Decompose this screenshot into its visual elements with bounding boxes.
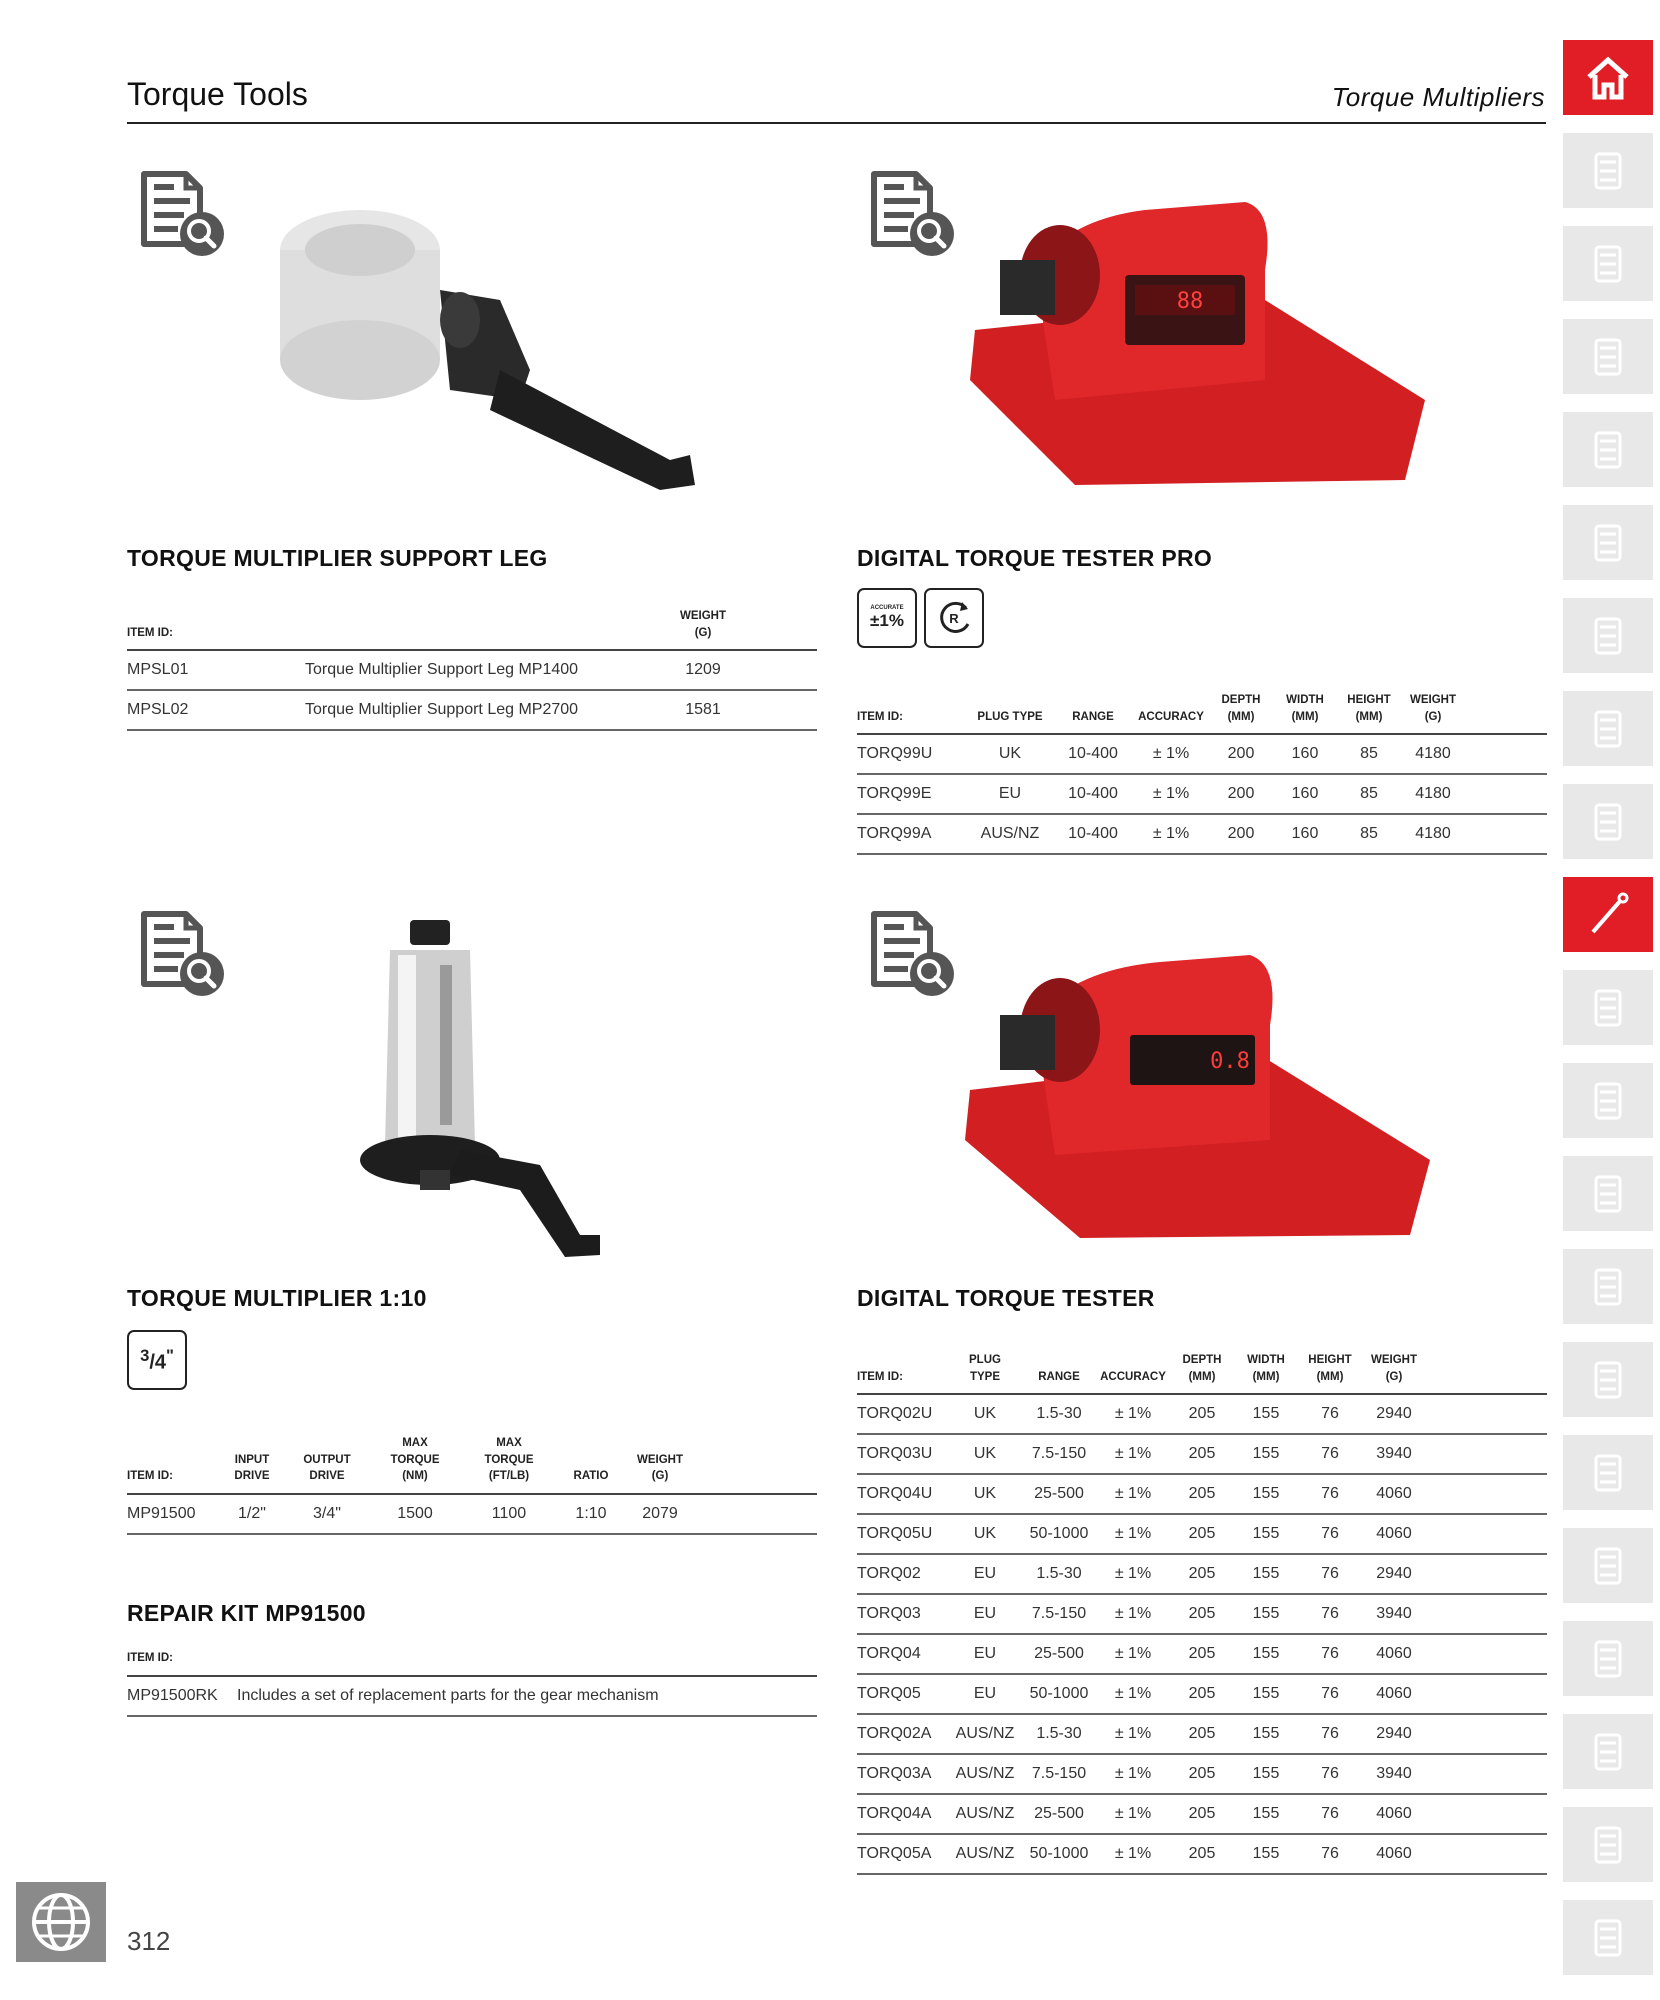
table-row bbox=[857, 1834, 1547, 1874]
sidebar-item-module-tray[interactable] bbox=[1563, 412, 1653, 487]
col-ratio: RATIO bbox=[565, 1435, 617, 1494]
table-cell: ± 1% bbox=[1093, 1514, 1173, 1554]
col-height: HEIGHT (MM) bbox=[1339, 692, 1399, 734]
table-cell: 76 bbox=[1301, 1794, 1359, 1834]
table-row bbox=[127, 1494, 817, 1534]
table-cell: 76 bbox=[1301, 1474, 1359, 1514]
col-item-id: ITEM ID: bbox=[127, 1435, 227, 1494]
col-item-id: ITEM ID: bbox=[127, 608, 305, 650]
product-title-support-leg: TORQUE MULTIPLIER SUPPORT LEG bbox=[127, 545, 548, 571]
table-cell: 155 bbox=[1231, 1394, 1301, 1434]
item-id: TORQ02A bbox=[857, 1714, 945, 1754]
item-id: TORQ99E bbox=[857, 774, 965, 814]
wrench-icon bbox=[1583, 983, 1633, 1033]
knife-icon bbox=[1583, 1541, 1633, 1591]
table-cell: 205 bbox=[1173, 1594, 1231, 1634]
table-cell: ± 1% bbox=[1093, 1794, 1173, 1834]
item-id: TORQ05A bbox=[857, 1834, 945, 1874]
col-plug-type: PLUG TYPE bbox=[965, 692, 1055, 734]
col-weight: WEIGHT (G) bbox=[1359, 1352, 1429, 1394]
table-cell: 155 bbox=[1231, 1434, 1301, 1474]
table-cell: 205 bbox=[1173, 1674, 1231, 1714]
table-cell: 76 bbox=[1301, 1594, 1359, 1634]
col-item-id: ITEM ID: bbox=[127, 1650, 237, 1676]
item-id: MPSL02 bbox=[127, 690, 305, 730]
table-row bbox=[857, 1474, 1547, 1514]
table-row bbox=[857, 1674, 1547, 1714]
electrical-warning-icon bbox=[1583, 1448, 1633, 1498]
sidebar-item-tool-tray[interactable] bbox=[1563, 226, 1653, 301]
table-cell: 76 bbox=[1301, 1394, 1359, 1434]
sidebar-item-knife[interactable] bbox=[1563, 1528, 1653, 1603]
product-title-multiplier: TORQUE MULTIPLIER 1:10 bbox=[127, 1285, 427, 1311]
table-cell: 160 bbox=[1271, 814, 1339, 854]
table-cell: UK bbox=[945, 1434, 1025, 1474]
reverse-rotation-icon bbox=[932, 596, 976, 640]
table-cell: 76 bbox=[1301, 1674, 1359, 1714]
tester-table bbox=[857, 1352, 1547, 1875]
col-depth: DEPTH (MM) bbox=[1173, 1352, 1231, 1394]
support-leg-table bbox=[127, 608, 817, 731]
col-plug-type: PLUG TYPE bbox=[945, 1352, 1025, 1394]
sidebar-item-measuring-tape[interactable] bbox=[1563, 1621, 1653, 1696]
table-cell: ± 1% bbox=[1093, 1754, 1173, 1794]
item-id: TORQ03U bbox=[857, 1434, 945, 1474]
table-cell: 85 bbox=[1339, 734, 1399, 774]
table-cell: 4060 bbox=[1359, 1634, 1429, 1674]
col-accuracy: ACCURACY bbox=[1131, 692, 1211, 734]
col-width: WIDTH (MM) bbox=[1231, 1352, 1301, 1394]
table-cell: EU bbox=[945, 1674, 1025, 1714]
tool-tray-icon bbox=[1583, 239, 1633, 289]
home-icon bbox=[1583, 53, 1633, 103]
product-title-tester-pro: DIGITAL TORQUE TESTER PRO bbox=[857, 545, 1213, 571]
item-description: Torque Multiplier Support Leg MP1400 bbox=[305, 650, 665, 690]
screwdriver-icon bbox=[1583, 1076, 1633, 1126]
table-cell: AUS/NZ bbox=[945, 1834, 1025, 1874]
svg-text:88: 88 bbox=[1176, 289, 1204, 314]
col-range: RANGE bbox=[1025, 1352, 1093, 1394]
table-row bbox=[127, 650, 817, 690]
page-number: 312 bbox=[127, 1926, 171, 1956]
item-id: TORQ04 bbox=[857, 1634, 945, 1674]
table-cell: 205 bbox=[1173, 1754, 1231, 1794]
drive-size-numerator: 3 bbox=[140, 1345, 150, 1365]
sidebar-item-pliers[interactable] bbox=[1563, 1342, 1653, 1417]
torque-wrench-icon bbox=[1583, 890, 1633, 940]
col-weight: WEIGHT (G) bbox=[617, 1435, 703, 1494]
table-cell: 155 bbox=[1231, 1754, 1301, 1794]
col-accuracy: ACCURACY bbox=[1093, 1352, 1173, 1394]
torque-multiplier-image bbox=[340, 905, 610, 1265]
col-max-torque-ftlb: MAX TORQUE (FT/LB) bbox=[453, 1435, 565, 1494]
sidebar-item-tool-cabinet[interactable] bbox=[1563, 133, 1653, 208]
table-row bbox=[857, 1754, 1547, 1794]
table-cell: 205 bbox=[1173, 1554, 1231, 1594]
table-cell: 76 bbox=[1301, 1554, 1359, 1594]
table-cell: 50-1000 bbox=[1025, 1514, 1093, 1554]
drive-size-inch-mark: " bbox=[166, 1345, 174, 1365]
sidebar-item-torque-wrench[interactable] bbox=[1563, 877, 1653, 952]
item-id: TORQ05 bbox=[857, 1674, 945, 1714]
table-cell: 155 bbox=[1231, 1594, 1301, 1634]
item-id: TORQ04A bbox=[857, 1794, 945, 1834]
table-cell: AUS/NZ bbox=[965, 814, 1055, 854]
datasheet-icon[interactable] bbox=[866, 168, 956, 258]
col-width: WIDTH (MM) bbox=[1271, 692, 1339, 734]
module-tray-icon bbox=[1583, 425, 1633, 475]
table-cell: 155 bbox=[1231, 1474, 1301, 1514]
spanner-set-icon bbox=[1583, 518, 1633, 568]
sidebar-item-multitool[interactable] bbox=[1563, 1249, 1653, 1324]
col-input-drive: INPUT DRIVE bbox=[227, 1435, 277, 1494]
product-title-tester: DIGITAL TORQUE TESTER bbox=[857, 1285, 1155, 1311]
table-cell: UK bbox=[945, 1394, 1025, 1434]
table-cell: 7.5-150 bbox=[1025, 1434, 1093, 1474]
table-cell: 3940 bbox=[1359, 1754, 1429, 1794]
col-item-id: ITEM ID: bbox=[857, 1352, 945, 1394]
sidebar-item-workbench[interactable] bbox=[1563, 598, 1653, 673]
drive-size-badge: $^3$/4" bbox=[127, 1330, 187, 1390]
table-cell: 205 bbox=[1173, 1514, 1231, 1554]
table-cell: 76 bbox=[1301, 1514, 1359, 1554]
table-cell: UK bbox=[945, 1474, 1025, 1514]
table-cell: 1.5-30 bbox=[1025, 1554, 1093, 1594]
table-cell: AUS/NZ bbox=[945, 1714, 1025, 1754]
table-cell: 155 bbox=[1231, 1554, 1301, 1594]
sidebar-item-wrench[interactable] bbox=[1563, 970, 1653, 1045]
table-cell: 4060 bbox=[1359, 1674, 1429, 1714]
table-cell: 205 bbox=[1173, 1834, 1231, 1874]
table-cell: 10-400 bbox=[1055, 734, 1131, 774]
table-cell: ± 1% bbox=[1131, 774, 1211, 814]
table-cell: 25-500 bbox=[1025, 1794, 1093, 1834]
table-row bbox=[127, 690, 817, 730]
table-cell: 76 bbox=[1301, 1634, 1359, 1674]
datasheet-icon[interactable] bbox=[866, 908, 956, 998]
table-cell: ± 1% bbox=[1093, 1714, 1173, 1754]
table-cell: 2940 bbox=[1359, 1714, 1429, 1754]
table-cell: 1100 bbox=[453, 1494, 565, 1534]
table-cell: 76 bbox=[1301, 1834, 1359, 1874]
table-cell: 4060 bbox=[1359, 1834, 1429, 1874]
table-cell: 1500 bbox=[377, 1494, 453, 1534]
table-cell: 3/4" bbox=[277, 1494, 377, 1534]
sidebar-item-power-drill[interactable] bbox=[1563, 1900, 1653, 1975]
tester-pro-image bbox=[965, 200, 1435, 490]
table-row bbox=[857, 1594, 1547, 1634]
table-cell: 10-400 bbox=[1055, 774, 1131, 814]
table-cell: ± 1% bbox=[1093, 1834, 1173, 1874]
sidebar-item-roller-cabinet[interactable] bbox=[1563, 319, 1653, 394]
item-description: Torque Multiplier Support Leg MP2700 bbox=[305, 690, 665, 730]
tester-image bbox=[960, 950, 1440, 1240]
table-cell: UK bbox=[945, 1514, 1025, 1554]
sidebar-item-screwdriver[interactable] bbox=[1563, 1063, 1653, 1138]
sidebar-item-spanner-set[interactable] bbox=[1563, 505, 1653, 580]
gears-chain-icon bbox=[1583, 1727, 1633, 1777]
sockets-icon bbox=[1583, 797, 1633, 847]
table-cell: UK bbox=[965, 734, 1055, 774]
table-row bbox=[857, 774, 1547, 814]
table-cell: ± 1% bbox=[1093, 1394, 1173, 1434]
table-cell: 1/2" bbox=[227, 1494, 277, 1534]
item-id: TORQ99A bbox=[857, 814, 965, 854]
table-cell: 205 bbox=[1173, 1794, 1231, 1834]
item-id: TORQ05U bbox=[857, 1514, 945, 1554]
table-cell: 76 bbox=[1301, 1754, 1359, 1794]
table-cell: 2079 bbox=[617, 1494, 703, 1534]
table-row bbox=[857, 1434, 1547, 1474]
table-cell: ± 1% bbox=[1093, 1554, 1173, 1594]
table-cell: 155 bbox=[1231, 1674, 1301, 1714]
power-drill-icon bbox=[1583, 1913, 1633, 1963]
item-weight: 1581 bbox=[665, 690, 741, 730]
sidebar-item-bits[interactable] bbox=[1563, 1156, 1653, 1231]
item-weight: 1209 bbox=[665, 650, 741, 690]
table-row bbox=[857, 1514, 1547, 1554]
multiplier-table bbox=[127, 1435, 817, 1535]
sidebar-item-sockets[interactable] bbox=[1563, 784, 1653, 859]
bits-icon bbox=[1583, 1169, 1633, 1219]
table-row bbox=[857, 1714, 1547, 1754]
sidebar-item-home[interactable] bbox=[1563, 40, 1653, 115]
sidebar-item-electrical-warning[interactable] bbox=[1563, 1435, 1653, 1510]
roller-cabinet-icon bbox=[1583, 332, 1633, 382]
col-height: HEIGHT (MM) bbox=[1301, 1352, 1359, 1394]
table-cell: 25-500 bbox=[1025, 1474, 1093, 1514]
col-weight: WEIGHT (G) bbox=[1399, 692, 1467, 734]
item-id: MP91500 bbox=[127, 1494, 227, 1534]
item-id: TORQ03A bbox=[857, 1754, 945, 1794]
item-id: MPSL01 bbox=[127, 650, 305, 690]
sidebar-item-cog[interactable] bbox=[1563, 1807, 1653, 1882]
table-cell: 85 bbox=[1339, 814, 1399, 854]
table-cell: 4180 bbox=[1399, 814, 1467, 854]
datasheet-icon[interactable] bbox=[136, 908, 226, 998]
product-title-repair-kit: REPAIR KIT MP91500 bbox=[127, 1600, 366, 1626]
drive-size-denominator: 4 bbox=[154, 1351, 167, 1374]
item-id: TORQ03 bbox=[857, 1594, 945, 1634]
table-cell: 155 bbox=[1231, 1794, 1301, 1834]
table-cell: ± 1% bbox=[1093, 1474, 1173, 1514]
table-row bbox=[127, 1676, 817, 1716]
globe-icon bbox=[29, 1890, 93, 1954]
multitool-icon bbox=[1583, 1262, 1633, 1312]
table-cell: ± 1% bbox=[1093, 1674, 1173, 1714]
table-cell: ± 1% bbox=[1131, 814, 1211, 854]
table-cell: 155 bbox=[1231, 1514, 1301, 1554]
page-title: Torque Tools bbox=[127, 76, 308, 112]
table-cell: 2940 bbox=[1359, 1554, 1429, 1594]
table-row bbox=[857, 1794, 1547, 1834]
table-cell: 4180 bbox=[1399, 774, 1467, 814]
tool-cabinet-icon bbox=[1583, 146, 1633, 196]
repair-kit-table bbox=[127, 1650, 817, 1717]
item-id: MP91500RK bbox=[127, 1676, 237, 1716]
col-weight: WEIGHT (G) bbox=[665, 608, 741, 650]
table-cell: 200 bbox=[1211, 814, 1271, 854]
screwdriver-bits-icon bbox=[1583, 704, 1633, 754]
table-cell: 25-500 bbox=[1025, 1634, 1093, 1674]
svg-text:0.8: 0.8 bbox=[1210, 1049, 1250, 1074]
table-cell: 7.5-150 bbox=[1025, 1754, 1093, 1794]
item-id: TORQ02U bbox=[857, 1394, 945, 1434]
header-divider bbox=[127, 122, 1546, 124]
table-cell: 200 bbox=[1211, 734, 1271, 774]
table-row bbox=[857, 1634, 1547, 1674]
table-cell: 205 bbox=[1173, 1474, 1231, 1514]
item-id: TORQ02 bbox=[857, 1554, 945, 1594]
workbench-icon bbox=[1583, 611, 1633, 661]
tester-pro-table bbox=[857, 692, 1547, 855]
website-button[interactable] bbox=[16, 1882, 106, 1962]
table-cell: 155 bbox=[1231, 1714, 1301, 1754]
table-cell: ± 1% bbox=[1093, 1634, 1173, 1674]
table-cell: 50-1000 bbox=[1025, 1674, 1093, 1714]
table-cell: 4180 bbox=[1399, 734, 1467, 774]
table-cell: EU bbox=[965, 774, 1055, 814]
accuracy-badge bbox=[857, 588, 917, 648]
pliers-icon bbox=[1583, 1355, 1633, 1405]
item-description: Includes a set of replacement parts for the gear mechanism bbox=[237, 1676, 817, 1716]
col-description bbox=[305, 608, 665, 650]
table-cell: AUS/NZ bbox=[945, 1754, 1025, 1794]
table-cell: 4060 bbox=[1359, 1514, 1429, 1554]
item-id: TORQ04U bbox=[857, 1474, 945, 1514]
sidebar-item-screwdriver-bits[interactable] bbox=[1563, 691, 1653, 766]
accuracy-badge-value: ±1% bbox=[870, 611, 904, 630]
table-cell: 205 bbox=[1173, 1714, 1231, 1754]
table-row bbox=[857, 1554, 1547, 1594]
accuracy-badge-caption: ACCURATE bbox=[870, 605, 904, 611]
table-cell: 4060 bbox=[1359, 1794, 1429, 1834]
table-cell: 76 bbox=[1301, 1714, 1359, 1754]
measuring-tape-icon bbox=[1583, 1634, 1633, 1684]
table-row bbox=[857, 1394, 1547, 1434]
reverse-badge bbox=[924, 588, 984, 648]
table-cell: 3940 bbox=[1359, 1594, 1429, 1634]
table-cell: AUS/NZ bbox=[945, 1794, 1025, 1834]
table-cell: 205 bbox=[1173, 1394, 1231, 1434]
table-cell: 7.5-150 bbox=[1025, 1594, 1093, 1634]
table-cell: 10-400 bbox=[1055, 814, 1131, 854]
table-cell: 2940 bbox=[1359, 1394, 1429, 1434]
sidebar-item-gears-chain[interactable] bbox=[1563, 1714, 1653, 1789]
table-cell: EU bbox=[945, 1634, 1025, 1674]
datasheet-icon[interactable] bbox=[136, 168, 226, 258]
col-range: RANGE bbox=[1055, 692, 1131, 734]
table-cell: 3940 bbox=[1359, 1434, 1429, 1474]
col-output-drive: OUTPUT DRIVE bbox=[277, 1435, 377, 1494]
table-cell: ± 1% bbox=[1093, 1594, 1173, 1634]
table-cell: EU bbox=[945, 1594, 1025, 1634]
table-cell: 4060 bbox=[1359, 1474, 1429, 1514]
table-cell: EU bbox=[945, 1554, 1025, 1594]
table-cell: 1.5-30 bbox=[1025, 1714, 1093, 1754]
reverse-badge-label: R bbox=[949, 611, 959, 626]
col-item-id: ITEM ID: bbox=[857, 692, 965, 734]
support-leg-image bbox=[250, 180, 700, 510]
table-cell: 155 bbox=[1231, 1834, 1301, 1874]
table-cell: 85 bbox=[1339, 774, 1399, 814]
section-title: Torque Multipliers bbox=[1331, 82, 1545, 112]
item-id: TORQ99U bbox=[857, 734, 965, 774]
table-cell: ± 1% bbox=[1131, 734, 1211, 774]
table-cell: 205 bbox=[1173, 1634, 1231, 1674]
table-cell: 205 bbox=[1173, 1434, 1231, 1474]
table-cell: 160 bbox=[1271, 734, 1339, 774]
table-row bbox=[857, 814, 1547, 854]
table-cell: 1.5-30 bbox=[1025, 1394, 1093, 1434]
col-max-torque-nm: MAX TORQUE (NM) bbox=[377, 1435, 453, 1494]
table-cell: 160 bbox=[1271, 774, 1339, 814]
table-cell: 76 bbox=[1301, 1434, 1359, 1474]
table-row bbox=[857, 734, 1547, 774]
col-depth: DEPTH (MM) bbox=[1211, 692, 1271, 734]
table-cell: 200 bbox=[1211, 774, 1271, 814]
cog-icon bbox=[1583, 1820, 1633, 1870]
table-cell: 50-1000 bbox=[1025, 1834, 1093, 1874]
table-cell: ± 1% bbox=[1093, 1434, 1173, 1474]
table-cell: 1:10 bbox=[565, 1494, 617, 1534]
table-cell: 155 bbox=[1231, 1634, 1301, 1674]
